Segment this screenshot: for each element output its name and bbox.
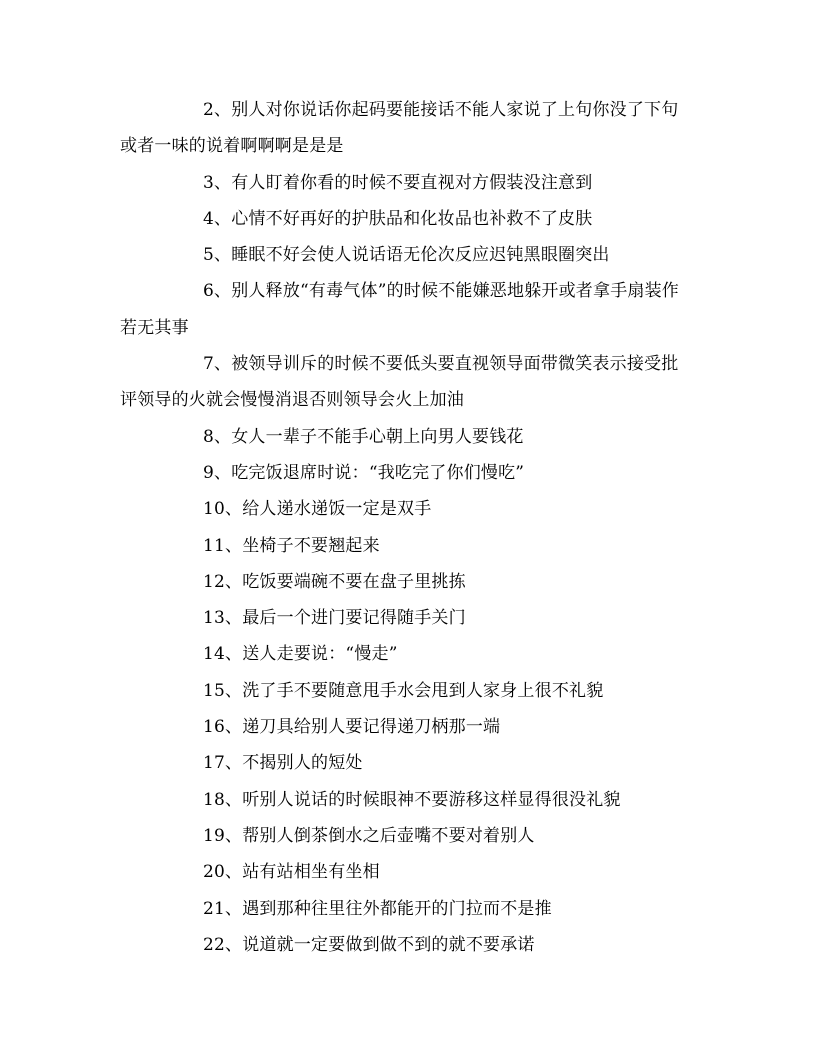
list-item: 13、最后一个进门要记得随手关门 [203,608,466,629]
document-body [120,92,690,963]
list-item: 6、别人释放“有毒气体”的时候不能嫌恶地躲开或者拿手扇装作若无其事 [120,281,679,338]
list-item: 18、听别人说话的时候眼神不要游移这样显得很没礼貌 [203,789,621,810]
list-item: 20、站有站相坐有坐相 [203,862,380,883]
list-item: 12、吃饭要端碗不要在盘子里挑拣 [203,571,466,592]
list-item: 22、说道就一定要做到做不到的就不要承诺 [203,934,535,955]
list-item: 16、递刀具给别人要记得递刀柄那一端 [203,717,501,738]
list-item: 15、洗了手不要随意甩手水会甩到人家身上很不礼貌 [203,680,604,701]
list-item: 4、心情不好再好的护肤品和化妆品也补救不了皮肤 [203,208,593,229]
list-item: 11、坐椅子不要翘起来 [203,535,380,556]
list-item: 2、别人对你说话你起码要能接话不能人家说了上句你没了下句或者一味的说着啊啊啊是是是 [120,100,679,157]
list-item: 10、给人递水递饭一定是双手 [203,499,432,520]
list-item: 14、送人走要说：“慢走” [203,644,398,665]
list-item: 5、睡眠不好会使人说话语无伦次反应迟钝黑眼圈突出 [203,245,610,266]
list-item: 7、被领导训斥的时候不要低头要直视领导面带微笑表示接受批评领导的火就会慢慢消退否则领导会火上加油 [120,354,679,411]
list-item: 19、帮别人倒茶倒水之后壶嘴不要对着别人 [203,825,535,846]
list-item: 8、女人一辈子不能手心朝上向男人要钱花 [203,426,524,447]
list-item: 17、不揭别人的短处 [203,753,363,774]
list-item: 9、吃完饭退席时说：“我吃完了你们慢吃” [203,462,525,483]
list-item: 3、有人盯着你看的时候不要直视对方假装没注意到 [203,172,593,193]
list-item: 21、遇到那种往里往外都能开的门拉而不是推 [203,898,552,919]
